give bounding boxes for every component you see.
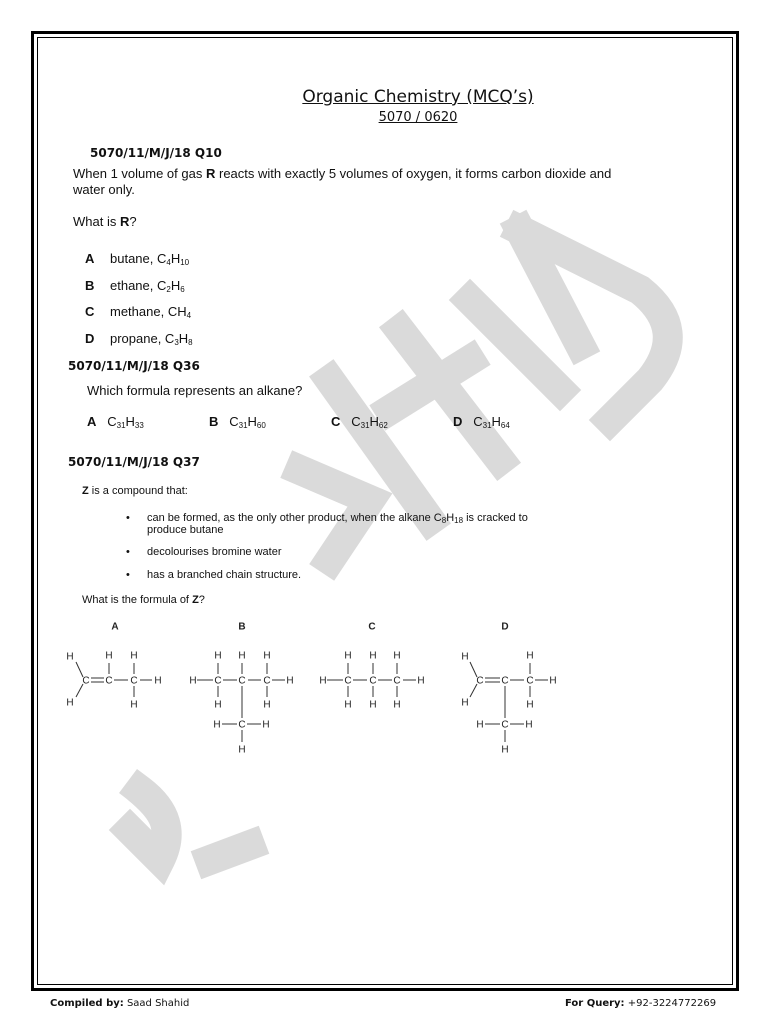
q2-option-letter: B (209, 414, 219, 429)
question-2-reference: 5070/11/M/J/18 Q36 (68, 359, 200, 373)
q2-option-letter: D (453, 414, 463, 429)
atom-h: H (393, 650, 401, 662)
q1-option-letter: B (85, 278, 95, 293)
atom-c: C (238, 719, 246, 731)
atom-h: H (344, 650, 352, 662)
atom-h: H (526, 650, 534, 662)
q3-prompt-bold: Z (192, 594, 199, 606)
q3-stem-bold: Z (82, 485, 89, 497)
q2-option-h-sub: 60 (256, 421, 266, 430)
footer-compiled-name: Saad Shahid (126, 998, 190, 1009)
atom-h: H (154, 675, 162, 687)
q3-bullet-1-marker: • (126, 512, 130, 524)
atom-c: C (82, 675, 90, 687)
q1-option-a-h: H (170, 251, 181, 266)
atom-h: H (214, 699, 222, 711)
q2-option-c (331, 414, 388, 429)
q1-option-c (85, 304, 94, 319)
q2-option-h: H (369, 414, 379, 429)
atom-c: C (238, 675, 246, 687)
q1-option-a-sub1: 4 (166, 258, 171, 267)
q2-option-h: H (125, 414, 135, 429)
atom-h: H (105, 650, 113, 662)
q1-prompt-text-b: ? (129, 214, 137, 229)
q1-option-b (85, 278, 94, 293)
q2-option-c: C (473, 414, 483, 429)
atom-h: H (417, 675, 425, 687)
footer-query-label: For Query: (565, 998, 625, 1009)
q3-bullet-1-h: H (446, 512, 455, 524)
q2-option-letter: C (331, 414, 341, 429)
atom-h: H (213, 719, 221, 731)
q1-option-b-sub2: 6 (180, 285, 185, 294)
atom-h: H (461, 651, 469, 663)
q3-bullet-1-sub1: 8 (441, 516, 447, 525)
q2-option-a (87, 414, 144, 429)
atom-h: H (525, 719, 533, 731)
q1-option-a (85, 251, 94, 266)
atom-h: H (369, 650, 377, 662)
footer-query-phone: +92-3224772269 (627, 998, 717, 1009)
structural-formulae (0, 615, 768, 765)
q1-option-a-name: butane, C (110, 251, 167, 266)
question-1-prompt (73, 214, 137, 229)
q2-option-h-sub: 33 (134, 421, 144, 430)
atom-h: H (263, 650, 271, 662)
structure-a-label: A (111, 621, 119, 633)
atom-c: C (130, 675, 138, 687)
q1-option-a-sub2: 10 (180, 258, 190, 267)
q2-option-letter: A (87, 414, 97, 429)
q1-option-c-name: methane, CH (110, 304, 187, 319)
atom-h: H (526, 699, 534, 711)
q1-option-b-name: ethane, C (110, 278, 167, 293)
q1-option-d-name: propane, C (110, 331, 175, 346)
q1-option-c-sub1: 4 (186, 311, 192, 320)
atom-c: C (263, 675, 271, 687)
q3-bullet-1-sub2: 18 (454, 516, 464, 525)
question-3-reference: 5070/11/M/J/18 Q37 (68, 455, 200, 469)
footer-compiled-label: Compiled by: (50, 998, 124, 1009)
atom-h: H (130, 699, 138, 711)
question-3-prompt (82, 594, 205, 606)
q1-option-d-sub1: 3 (174, 338, 179, 347)
q3-bullet-3: has a branched chain structure. (147, 569, 302, 581)
atom-h: H (476, 719, 484, 731)
atom-h: H (393, 699, 401, 711)
q1-option-d-h: H (178, 331, 189, 346)
q3-bullet-2-marker: • (126, 546, 130, 558)
atom-h: H (501, 744, 509, 756)
atom-h: H (66, 651, 74, 663)
footer-compiled-by (50, 998, 189, 1009)
q3-prompt-text-b: ? (198, 594, 205, 606)
q1-stem-text-a: When 1 volume of gas (73, 166, 203, 181)
question-1-stem-line1 (73, 166, 611, 181)
atom-h: H (262, 719, 270, 731)
q1-option-b-text (110, 278, 185, 293)
atom-h: H (344, 699, 352, 711)
atom-c: C (105, 675, 113, 687)
structure-b-label: B (238, 621, 246, 633)
structure-d-label: D (501, 621, 509, 633)
q1-stem-text-b: reacts with exactly 5 volumes of oxygen, it forms carbon dioxide and (219, 166, 612, 181)
atom-h: H (549, 675, 557, 687)
q1-prompt-text-a: What is (73, 214, 117, 229)
q2-option-c-sub: 31 (116, 421, 126, 430)
question-3-stem (82, 485, 188, 497)
q2-option-h: H (247, 414, 257, 429)
atom-c: C (476, 675, 484, 687)
q2-option-c: C (351, 414, 361, 429)
q3-bullet-1-line2: produce butane (147, 524, 224, 536)
q3-bullet-3-marker: • (126, 569, 130, 581)
q2-option-h: H (491, 414, 501, 429)
q3-bullet-1-text-a: can be formed, as the only other product, when the alkane C (147, 512, 442, 524)
q2-option-h-sub: 64 (500, 421, 510, 430)
atom-h: H (263, 699, 271, 711)
structure-c-label: C (368, 621, 376, 633)
atom-h: H (66, 697, 74, 709)
q1-option-c-text (110, 304, 191, 319)
q1-option-b-h: H (170, 278, 181, 293)
q1-option-a-text (110, 251, 189, 266)
q3-bullet-1-text-b: is cracked to (466, 512, 528, 524)
atom-h: H (238, 650, 246, 662)
atom-c: C (526, 675, 534, 687)
question-2-stem: Which formula represents an alkane? (87, 383, 303, 398)
atom-h: H (461, 697, 469, 709)
page-subtitle: 5070 / 0620 (378, 110, 458, 125)
atom-c: C (501, 719, 509, 731)
q3-stem-text: is a compound that: (91, 485, 188, 497)
atom-c: C (344, 675, 352, 687)
question-1-reference: 5070/11/M/J/18 Q10 (90, 146, 222, 160)
q1-option-letter: D (85, 331, 95, 346)
q2-option-c-sub: 31 (360, 421, 370, 430)
q3-bullet-1 (147, 512, 528, 524)
q1-option-d-sub2: 8 (188, 338, 193, 347)
atom-c: C (214, 675, 222, 687)
q1-stem-bold: R (205, 166, 216, 181)
page-title: Organic Chemistry (MCQ’s) (302, 87, 534, 107)
atom-h: H (130, 650, 138, 662)
q1-prompt-bold: R (119, 214, 130, 229)
q2-option-c: C (107, 414, 117, 429)
q2-option-c-sub: 31 (238, 421, 248, 430)
q1-option-letter: A (85, 251, 95, 266)
atom-h: H (214, 650, 222, 662)
q1-option-b-sub1: 2 (166, 285, 171, 294)
q3-bullet-2: decolourises bromine water (147, 546, 282, 558)
q2-option-h-sub: 62 (378, 421, 388, 430)
q1-option-letter: C (85, 304, 95, 319)
q2-option-d (453, 414, 510, 429)
atom-h: H (319, 675, 327, 687)
q2-option-c: C (229, 414, 239, 429)
atom-h: H (238, 744, 246, 756)
q1-option-d-text (110, 331, 193, 346)
question-1-stem-line2: water only. (73, 182, 135, 197)
q3-prompt-text-a: What is the formula of (82, 594, 189, 606)
atom-c: C (501, 675, 509, 687)
atom-c: C (369, 675, 377, 687)
q2-option-b (209, 414, 266, 429)
atom-h: H (189, 675, 197, 687)
q2-option-c-sub: 31 (482, 421, 492, 430)
atom-h: H (369, 699, 377, 711)
q1-option-d (85, 331, 94, 346)
footer-query (565, 998, 716, 1009)
atom-h: H (286, 675, 294, 687)
atom-c: C (393, 675, 401, 687)
